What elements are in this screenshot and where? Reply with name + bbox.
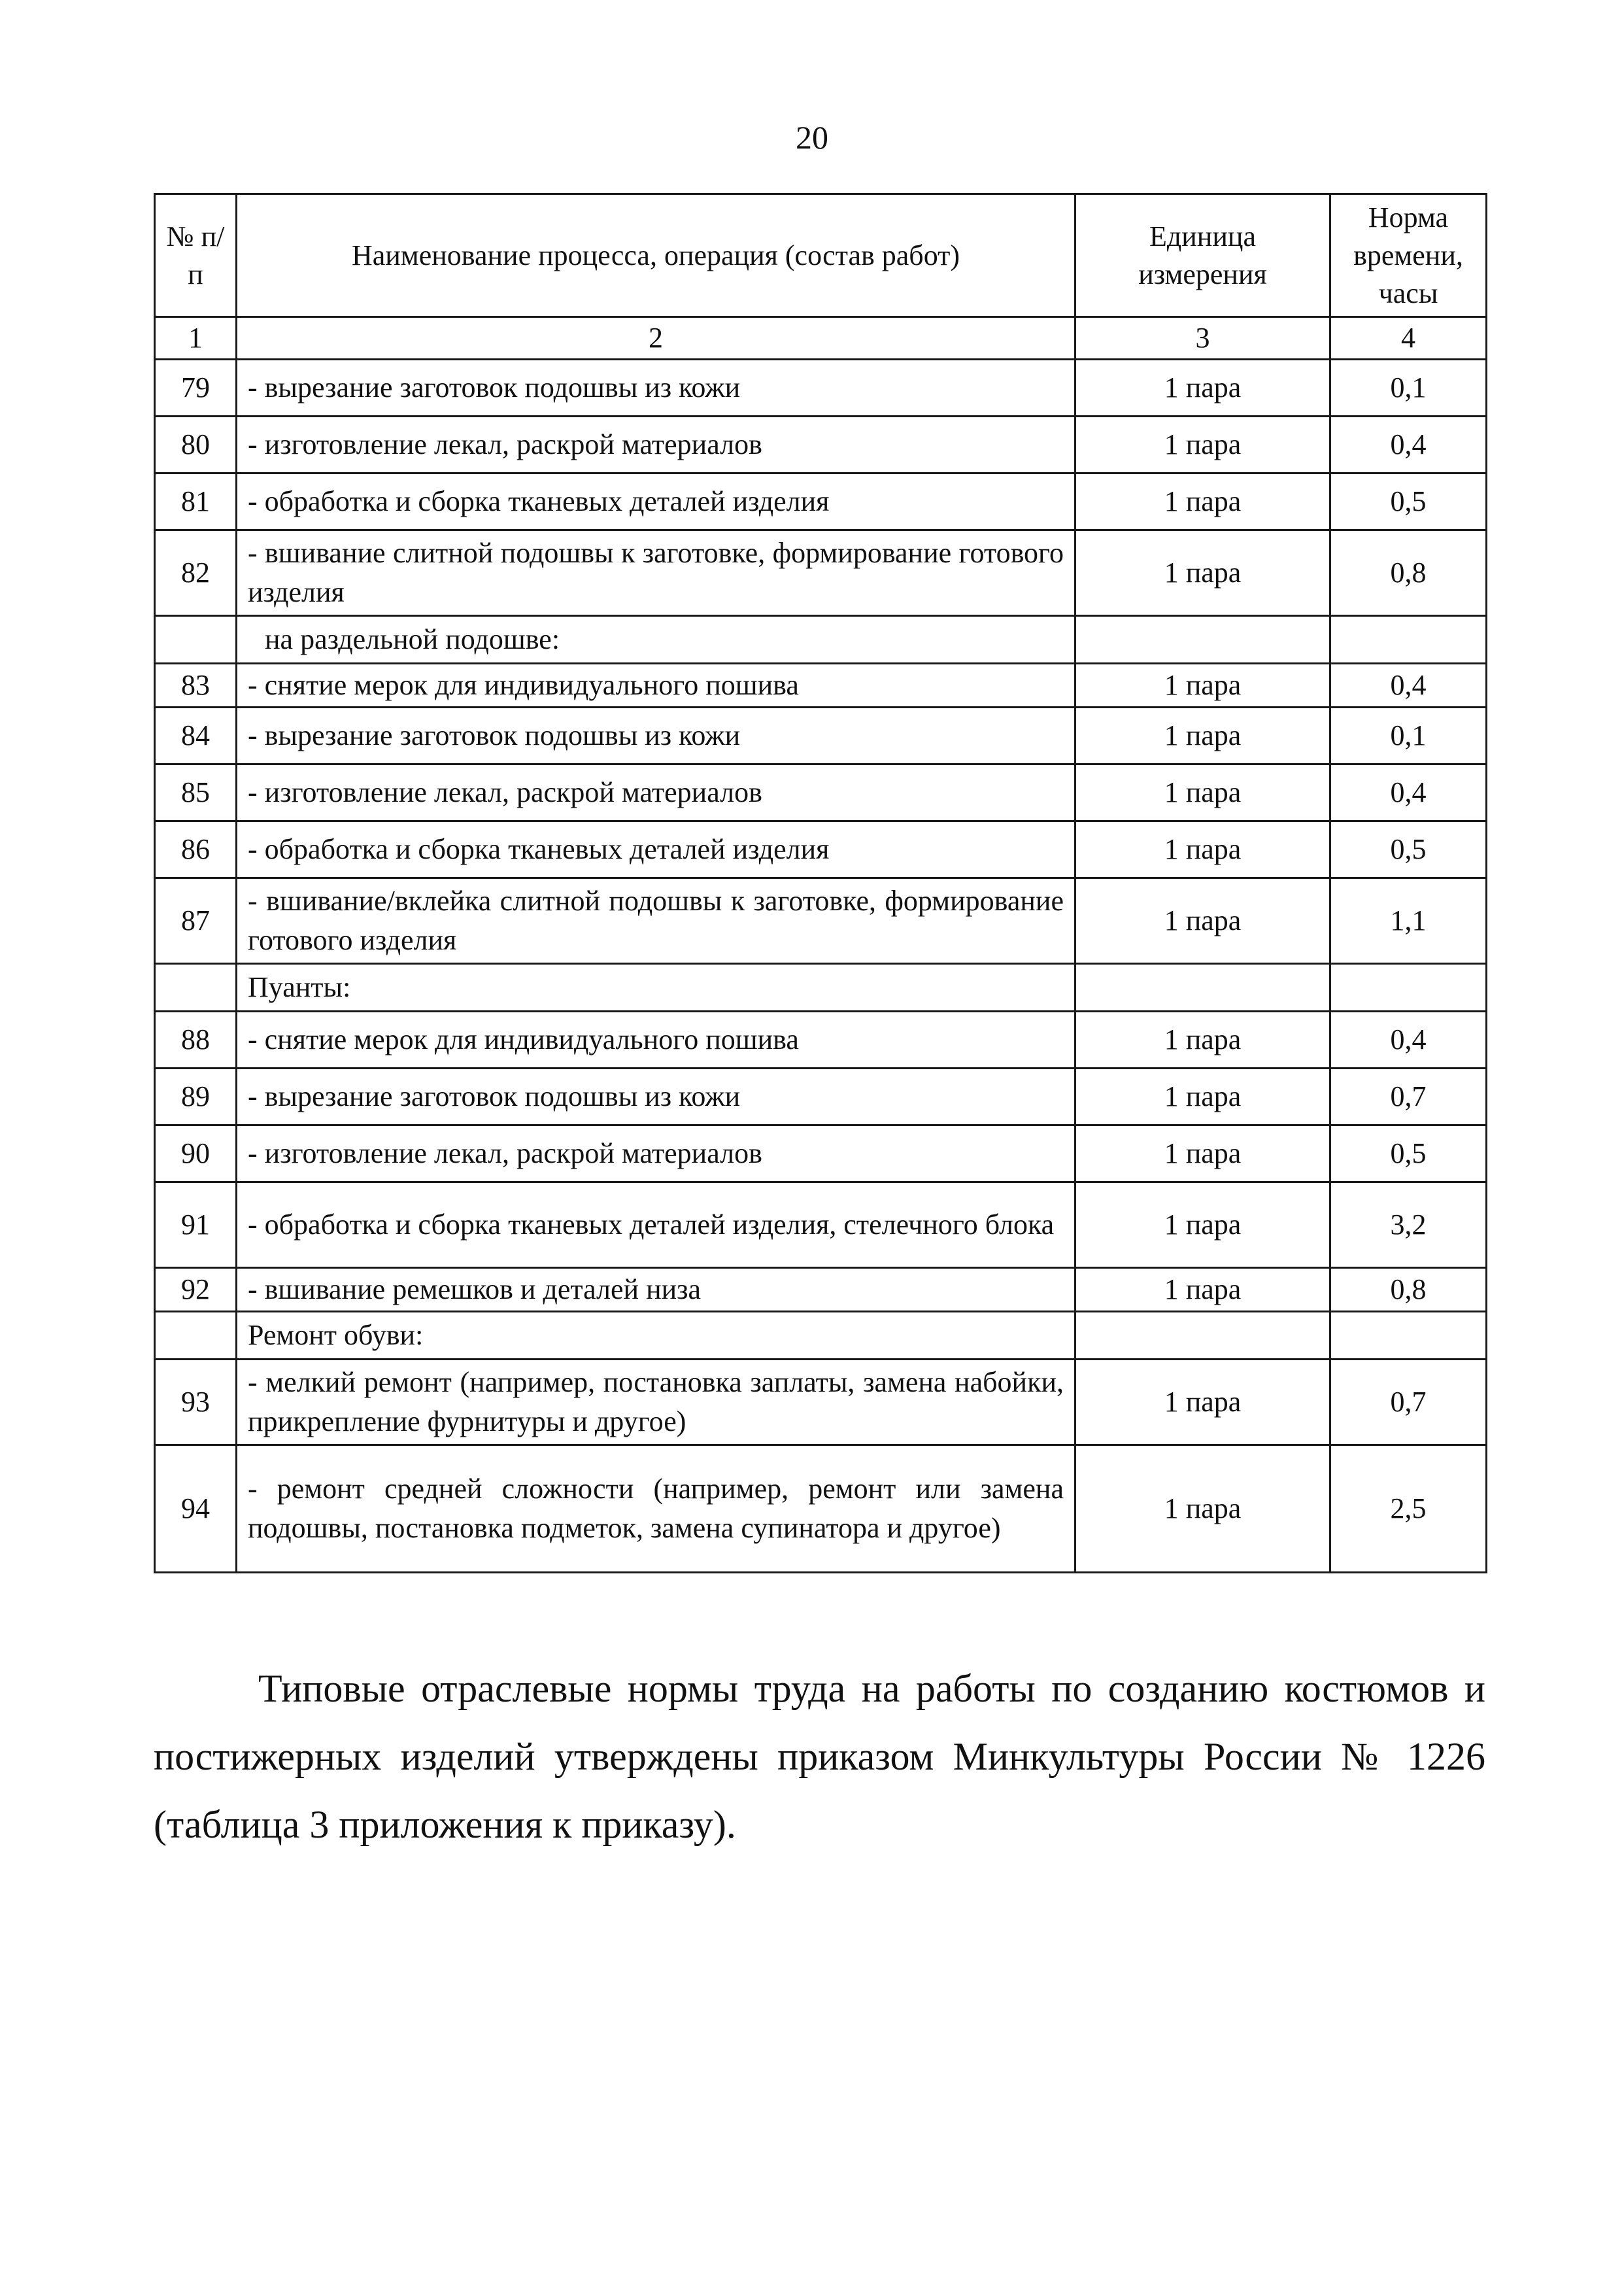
row-unit: 1 пара [1075,1182,1330,1268]
table-row [155,664,1487,708]
row-num: 90 [155,1125,237,1182]
row-norm: 0,7 [1330,1069,1487,1125]
row-name: - снятие мерок для индивидуального пошива [237,1012,1075,1069]
table-row [155,878,1487,964]
section-row [155,964,1487,1012]
table-row [155,1012,1487,1069]
row-name: - обработка и сборка тканевых деталей изделия, стелечного блока [237,1182,1075,1268]
section-row [155,616,1487,664]
table-row [155,473,1487,530]
row-name: - мелкий ремонт (например, постановка заплаты, замена набойки, прикрепление фурнитуры и другое) [237,1360,1075,1445]
page-number: 20 [796,119,828,156]
row-num: 83 [155,664,237,708]
table-row [155,417,1487,473]
row-unit: 1 пара [1075,417,1330,473]
row-name: - ремонт средней сложности (например, ремонт или замена подошвы, постановка подметок, замена супинатора и другое) [237,1445,1075,1573]
row-norm: 0,7 [1330,1360,1487,1445]
row-norm [1330,964,1487,1012]
table-row [155,1182,1487,1268]
row-name: - вырезание заготовок подошвы из кожи [237,360,1075,417]
row-num [155,1312,237,1360]
closing-paragraph: Типовые отраслевые нормы труда на работы по созданию костюмов и постижерных изделий утверждены приказом Минкультуры России № 1226 (таблица 3 приложения к приказу). [154,1667,1485,1846]
row-name: - снятие мерок для индивидуального пошива [237,664,1075,708]
row-norm: 0,4 [1330,417,1487,473]
row-unit: 1 пара [1075,1012,1330,1069]
row-norm: 0,5 [1330,821,1487,878]
row-name: - обработка и сборка тканевых деталей изделия [237,473,1075,530]
row-norm [1330,1312,1487,1360]
table-row [155,821,1487,878]
table-row [155,764,1487,821]
row-num: 94 [155,1445,237,1573]
column-index-cell: 2 [237,317,1075,360]
row-norm: 1,1 [1330,878,1487,964]
row-num: 79 [155,360,237,417]
table-header-row [155,194,1487,317]
row-unit: 1 пара [1075,1268,1330,1312]
section-title: Ремонт обуви: [237,1312,1075,1360]
row-unit [1075,616,1330,664]
row-name: - вырезание заготовок подошвы из кожи [237,1069,1075,1125]
row-name: - вшивание ремешков и деталей низа [237,1268,1075,1312]
row-num: 89 [155,1069,237,1125]
row-num: 80 [155,417,237,473]
row-num: 84 [155,708,237,764]
row-num: 91 [155,1182,237,1268]
row-norm: 3,2 [1330,1182,1487,1268]
row-unit: 1 пара [1075,878,1330,964]
row-norm: 0,4 [1330,764,1487,821]
row-num [155,964,237,1012]
row-name: - изготовление лекал, раскрой материалов [237,1125,1075,1182]
row-unit: 1 пара [1075,708,1330,764]
column-index-cell: 3 [1075,317,1330,360]
row-unit [1075,964,1330,1012]
table-row [155,1268,1487,1312]
column-index-cell: 1 [155,317,237,360]
row-norm: 0,8 [1330,1268,1487,1312]
row-norm: 0,5 [1330,473,1487,530]
row-num: 93 [155,1360,237,1445]
row-num: 92 [155,1268,237,1312]
row-norm: 0,4 [1330,1012,1487,1069]
row-name: - вшивание/вклейка слитной подошвы к заготовке, формирование готового изделия [237,878,1075,964]
row-norm: 0,1 [1330,708,1487,764]
section-title: Пуанты: [237,964,1075,1012]
header-unit: Единица измерения [1075,194,1330,317]
row-name: - обработка и сборка тканевых деталей изделия [237,821,1075,878]
row-name: - вырезание заготовок подошвы из кожи [237,708,1075,764]
row-num: 82 [155,530,237,616]
row-norm: 2,5 [1330,1445,1487,1573]
row-num: 87 [155,878,237,964]
row-norm: 0,5 [1330,1125,1487,1182]
row-unit: 1 пара [1075,821,1330,878]
norms-table [154,193,1487,1573]
row-name: - изготовление лекал, раскрой материалов [237,764,1075,821]
column-index-row [155,317,1487,360]
header-name: Наименование процесса, операция (состав работ) [237,194,1075,317]
table-row [155,1125,1487,1182]
row-unit: 1 пара [1075,473,1330,530]
row-num: 85 [155,764,237,821]
row-num: 86 [155,821,237,878]
table-row [155,1069,1487,1125]
row-name: - вшивание слитной подошвы к заготовке, формирование готового изделия [237,530,1075,616]
row-norm: 0,8 [1330,530,1487,616]
header-num: № п/п [155,194,237,317]
row-unit: 1 пара [1075,1360,1330,1445]
table-row [155,530,1487,616]
closing-text-block [154,1654,1485,1859]
row-num: 81 [155,473,237,530]
table-row [155,360,1487,417]
section-row [155,1312,1487,1360]
row-norm: 0,1 [1330,360,1487,417]
row-name: - изготовление лекал, раскрой материалов [237,417,1075,473]
row-unit: 1 пара [1075,664,1330,708]
row-unit: 1 пара [1075,764,1330,821]
table-row [155,708,1487,764]
row-unit: 1 пара [1075,530,1330,616]
column-index-cell: 4 [1330,317,1487,360]
row-num [155,616,237,664]
row-unit: 1 пара [1075,1445,1330,1573]
row-unit: 1 пара [1075,1125,1330,1182]
row-unit: 1 пара [1075,360,1330,417]
header-norm: Норма времени, часы [1330,194,1487,317]
row-num: 88 [155,1012,237,1069]
table-row [155,1360,1487,1445]
section-title: на раздельной подошве: [237,616,1075,664]
row-norm [1330,616,1487,664]
row-norm: 0,4 [1330,664,1487,708]
row-unit [1075,1312,1330,1360]
table-row [155,1445,1487,1573]
row-unit: 1 пара [1075,1069,1330,1125]
